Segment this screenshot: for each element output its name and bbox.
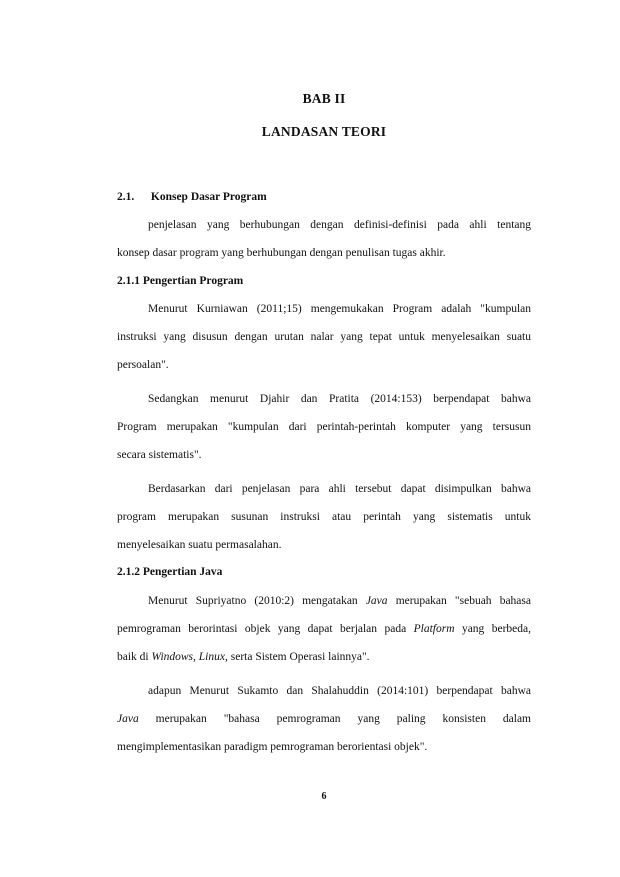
text-run: pemrograman berorintasi objek yang dapat berjalan pada [117,623,414,635]
chapter-label: BAB II [302,91,346,106]
chapter-title: LANDASAN TEORI [261,124,387,139]
italic-term: Windows, Linux, [151,651,228,663]
text-run: serta Sistem Operasi lainnya". [227,651,370,663]
paragraph-line: Sedangkan menurut Djahir dan Pratita (2014:153) berpendapat bahwa [148,393,531,405]
paragraph-line [148,594,531,608]
paragraph-line: konsep dasar program yang berhubungan dengan penulisan tugas akhir. [117,247,446,259]
section-title: Konsep Dasar Program [150,191,267,203]
paragraph-line: mengimplementasikan paradigm pemrograman berorientasi objek". [117,741,428,753]
text-run: merupakan "sebuah bahasa [387,595,531,607]
text-run: merupakan "bahasa pemrograman yang paling konsisten dalam [138,713,531,725]
paragraph-line [117,622,531,636]
paragraph-line [117,650,531,664]
text-run: baik di [117,651,152,663]
italic-term: Java [365,595,388,607]
paragraph-line: Program merupakan "kumpulan dari perintah-perintah komputer yang tersusun [117,421,531,433]
paragraph-line: instruksi yang disusun dengan urutan nalar yang tepat untuk menyelesaikan suatu [117,331,531,343]
paragraph-line: Menurut Kurniawan (2011;15) mengemukakan Program adalah "kumpulan [148,303,531,315]
paragraph-line: menyelesaikan suatu permasalahan. [117,539,282,551]
italic-term: Platform [413,623,455,635]
section-heading-2-1-2: 2.1.2 Pengertian Java [117,566,223,578]
section-heading-2-1 [117,191,267,203]
paragraph-line: Berdasarkan dari penjelasan para ahli tersebut dapat disimpulkan bahwa [148,483,531,495]
italic-term: Java [117,713,139,725]
page-number: 6 [321,791,327,802]
text-run: yang berbeda, [454,623,531,635]
paragraph-line: program merupakan susunan instruksi atau perintah yang sistematis untuk [117,511,531,523]
paragraph-line [117,712,531,726]
paragraph-line: adapun Menurut Sukamto dan Shalahuddin (2014:101) berpendapat bahwa [148,685,531,697]
paragraph-line: secara sistematis". [117,449,202,461]
section-heading-2-1-1: 2.1.1 Pengertian Program [117,275,244,287]
section-number: 2.1. [117,191,135,203]
paragraph-line: penjelasan yang berhubungan dengan definisi-definisi pada ahli tentang [148,219,531,231]
paragraph-line: persoalan". [117,359,169,371]
text-run: Menurut Supriyatno (2010:2) mengatakan [148,595,366,607]
